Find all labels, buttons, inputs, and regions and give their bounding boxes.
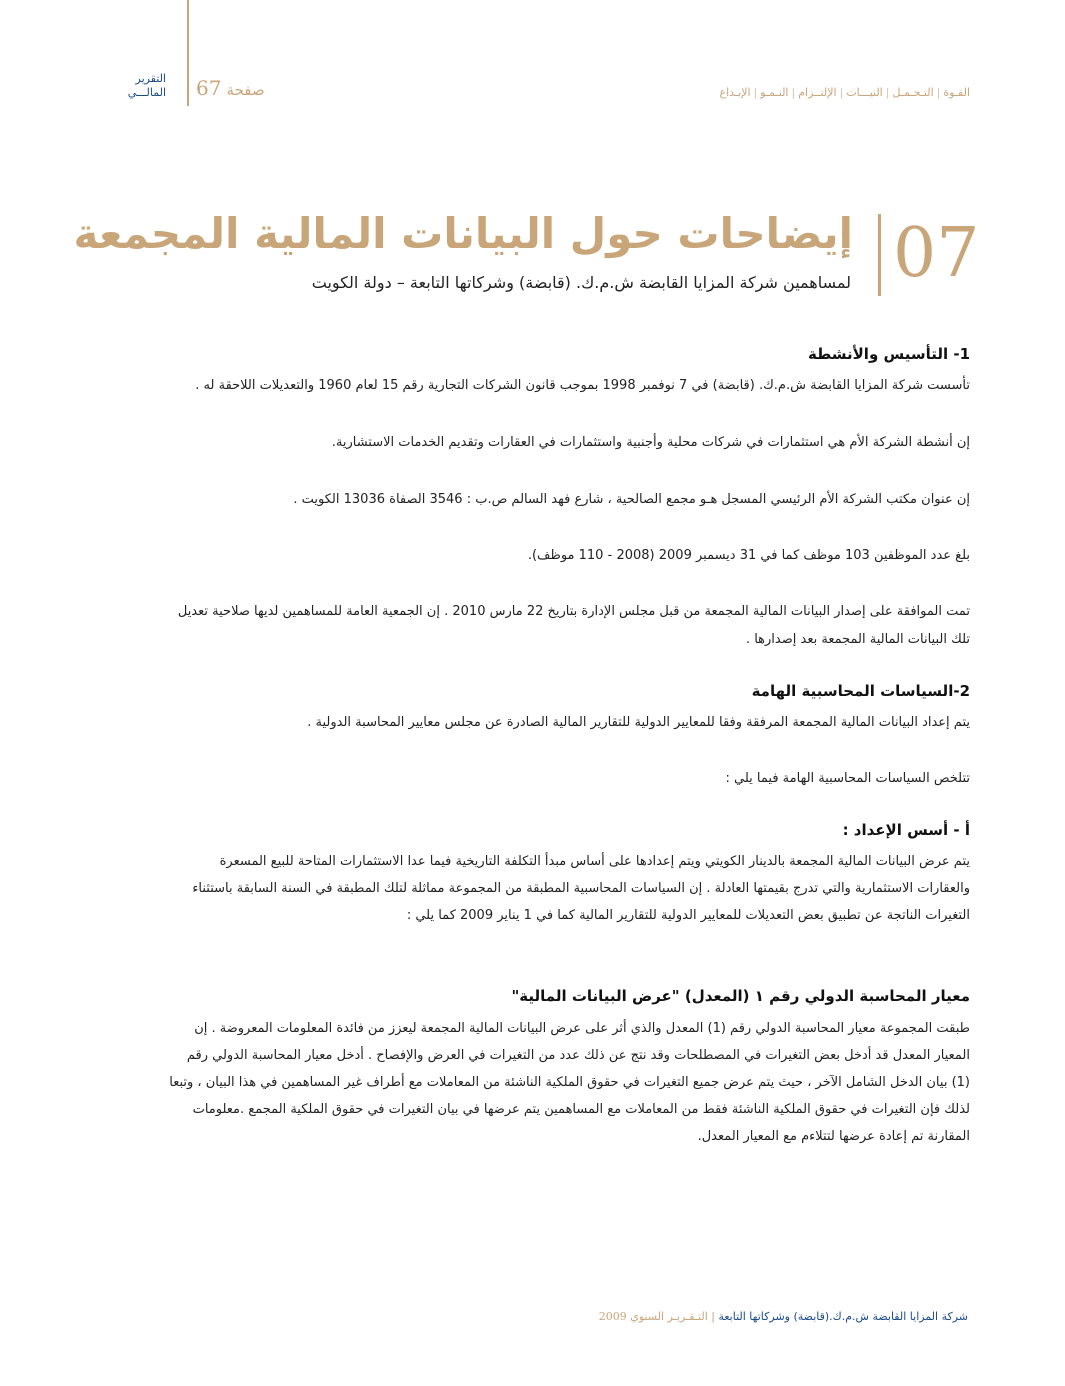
section1-paragraph-3: إن عنوان مكتب الشركة الأم الرئيسي المسجل هـو مجمع الصالحية ، شارع فهد السالم ص.ب : 3546 الصفاة 13036 الكويت . bbox=[293, 492, 970, 507]
report-label bbox=[108, 72, 166, 100]
section2-paragraph-2: تتلخص السياسات المحاسبية الهامة فيما يلي : bbox=[725, 771, 970, 786]
ias1-line2: المعيار المعدل قد أدخل بعض التغيرات في المصطلحات وقد نتج عن ذلك عدد من التغيرات في العرض والإفصاح . أدخل معيار المحاسبة الدولي رقم bbox=[186, 1048, 970, 1063]
ias1-line4: لذلك فإن التغيرات في حقوق الملكية الناشئة فقط من المعاملات مع المساهمين يتم عرضها في بيان التغيرات في حقوق الملكية المجمع .معلومات bbox=[192, 1102, 970, 1117]
page-number: 67 bbox=[196, 76, 222, 100]
footer-divider: | bbox=[707, 1310, 715, 1323]
section1-paragraph-2: إن أنشطة الشركة الأم هي استثمارات في شركات محلية وأجنبية واستثمارات في العقارات وتقديم الخدمات الاستشارية. bbox=[331, 435, 970, 450]
value-item: الإبـداع bbox=[719, 86, 751, 99]
value-item: التـحـمـل bbox=[892, 86, 934, 99]
page-number-block bbox=[196, 76, 265, 100]
title-divider bbox=[878, 214, 881, 296]
section2-sub-a-line2: والعقارات الاستثمارية والتي تدرج بقيمتها العادلة . إن السياسات المحاسبية المطبقة من المجموعة مماثلة لتلك المطبقة في السنة السابقة باستثناء bbox=[192, 881, 970, 896]
section2-sub-a-line3: التغيرات الناتجة عن تطبيق بعض التعديلات للمعايير الدولية للتقارير المالية كما في 1 يناير 2009 كما يلي : bbox=[406, 908, 970, 923]
page-subtitle: لمساهمين شركة المزايا القابضة ش.م.ك. (قابضة) وشركاتها التابعة – دولة الكويت bbox=[311, 273, 851, 292]
value-separator: | bbox=[839, 86, 844, 99]
section1-paragraph-5-line2: تلك البيانات المالية المجمعة بعد إصدارها . bbox=[745, 632, 970, 647]
section1-paragraph-1: تأسست شركة المزايا القابضة ش.م.ك. (قابضة) في 7 نوفمبر 1998 بموجب قانون الشركات التجارية رقم 15 لعام 1960 والتعديلات اللاحقة له . bbox=[195, 378, 970, 393]
page-footer bbox=[599, 1310, 968, 1323]
value-separator: | bbox=[791, 86, 796, 99]
section2-sub-a-heading: أ - أسس الإعداد : bbox=[842, 821, 970, 839]
section1-paragraph-5-line1: تمت الموافقة على إصدار البيانات المالية المجمعة من قبل مجلس الإدارة بتاريخ 22 مارس 2010 . إن الجمعية العامة للمساهمين لديها صلاحية تعديل bbox=[177, 604, 970, 619]
report-label-line2: المالـــي bbox=[127, 86, 166, 99]
header-divider bbox=[187, 0, 189, 106]
value-item: النـمـو bbox=[760, 86, 789, 99]
footer-company: شركة المزايا القابضة ش.م.ك.(قابضة) وشركاتها التابعة bbox=[718, 1310, 968, 1323]
value-item: القـوة bbox=[943, 86, 970, 99]
value-separator: | bbox=[885, 86, 890, 99]
footer-report: التـقـريـر السنوي bbox=[630, 1310, 708, 1323]
ias1-heading: معيار المحاسبة الدولي رقم ١ (المعدل) "عرض البيانات المالية" bbox=[511, 987, 970, 1005]
section2-paragraph-1: يتم إعداد البيانات المالية المجمعة المرفقة وفقا للمعايير الدولية للتقارير المالية الصادرة عن مجلس معايير المحاسبة الدولية . bbox=[307, 715, 970, 730]
page-title: إيضاحات حول البيانات المالية المجمعة bbox=[73, 209, 853, 258]
section2-sub-a-line1: يتم عرض البيانات المالية المجمعة بالدينار الكويتي ويتم إعدادها على أساس مبدأ التكلفة التاريخية فيما عدا الاستثمارات المتاحة للبيع المسعرة bbox=[219, 854, 970, 869]
report-label-line1: التقرير bbox=[135, 72, 166, 85]
footer-year: 2009 bbox=[598, 1310, 627, 1323]
company-values bbox=[720, 86, 970, 99]
value-item: النيـــات bbox=[846, 86, 883, 99]
value-separator: | bbox=[753, 86, 758, 99]
ias1-line3: (1) بيان الدخل الشامل الآخر ، حيث يتم عرض جميع التغيرات في حقوق الملكية الناشئة من المعاملات مع أطراف غير المساهمين في هذا البيان ، وتبعا bbox=[169, 1075, 970, 1090]
section2-heading: 2-السياسات المحاسبية الهامة bbox=[751, 682, 970, 700]
section-number: 07 bbox=[893, 214, 980, 293]
ias1-line1: طبقت المجموعة معيار المحاسبة الدولي رقم (1) المعدل والذي أثر على عرض البيانات المالية المجمعة ليعزز من فائدة المعلومات المعروضة . إن bbox=[194, 1021, 970, 1036]
value-item: الإلتــزام bbox=[798, 86, 837, 99]
ias1-line5: المقارنة تم إعادة عرضها لتتلاءم مع المعيار المعدل. bbox=[697, 1129, 970, 1144]
section1-heading: 1- التأسيس والأنشطة bbox=[808, 345, 970, 363]
section1-paragraph-4: بلغ عدد الموظفين 103 موظف كما في 31 ديسمبر 2009 (2008 - 110 موظف). bbox=[527, 548, 970, 563]
page-word: صفحة bbox=[226, 81, 265, 99]
value-separator: | bbox=[936, 86, 941, 99]
